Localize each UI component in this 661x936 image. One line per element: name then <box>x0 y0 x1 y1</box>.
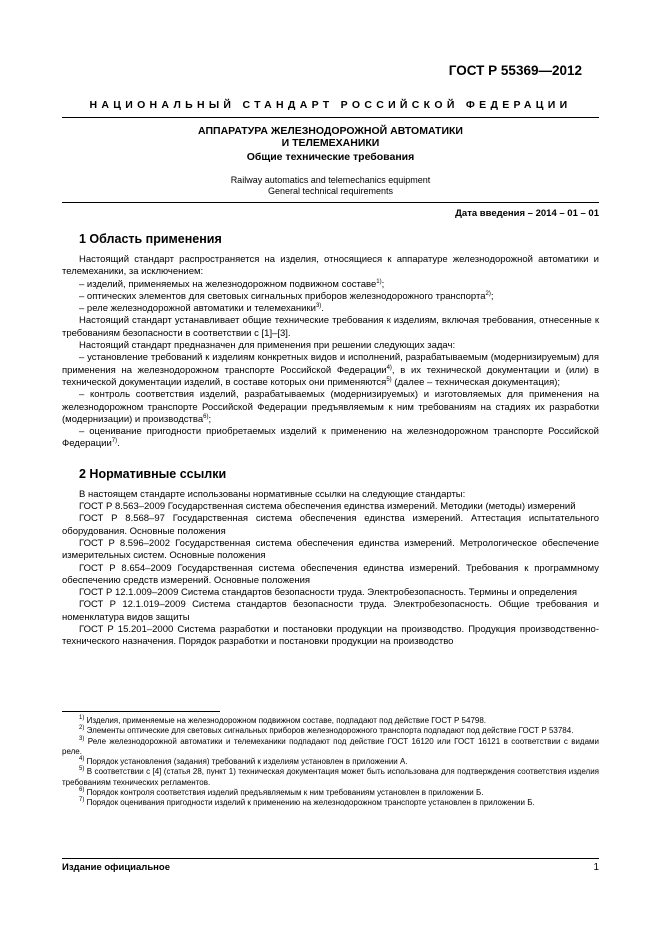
footnote-ref: 5) <box>386 376 392 383</box>
title-divider <box>62 202 599 203</box>
paragraph: Настоящий стандарт предназначен для применения при решении следующих задач: <box>79 340 456 352</box>
paragraph: В настоящем стандарте использованы нормативные ссылки на следующие стандарты: <box>79 488 466 500</box>
footnote-divider <box>62 711 220 712</box>
section-1-heading: 1 Область применения <box>79 232 222 246</box>
reference-item: ГОСТ Р 12.1.009–2009 Система стандартов безопасности труда. Электробезопасность. Термины и определения <box>79 587 577 599</box>
header-divider <box>62 117 599 118</box>
gost-number: ГОСТ Р 55369—2012 <box>448 63 582 78</box>
paragraph: – оценивание пригодности приобретаемых изделий к применению на железнодорожном транспорте Российской Федерации$^{7)}$. <box>62 426 599 450</box>
reference-item: ГОСТ Р 8.568–97 Государственная система обеспечения единства измерений. Аттестация испытательного оборудования. Основные положения <box>62 513 599 537</box>
reference-item: ГОСТ Р 8.596–2002 Государственная система обеспечения единства измерений. Метрологическое обеспечение измерительных систем. Основные положения <box>62 537 599 562</box>
paragraph: Настоящий стандарт устанавливает общие технические требования к изделиям, включая требования, отнесенные к требованиям безопасности в соответствии с [1]–[3]. <box>62 315 599 339</box>
footnote: $^{4)}$ Порядок установления (задания) требований к изделиям установлен в приложении А. <box>79 756 408 767</box>
footnote: $^{1)}$ Изделия, применяемые на железнодорожном подвижном составе, подпадают под действие ГОСТ Р 54798. <box>79 715 487 725</box>
title-english-1: Railway automatics and telemechanics equipment <box>230 175 431 185</box>
footnote-ref: 1) <box>376 278 382 285</box>
footnotes <box>62 716 599 809</box>
title-line-3: Общие технические требования <box>246 151 415 163</box>
footnote: $^{6)}$ Порядок контроля соответствия изделий предъявляемым к ним требованиям установлен в приложении Б. <box>79 787 484 798</box>
title-block <box>62 125 599 197</box>
main-content <box>62 232 599 649</box>
paragraph: Настоящий стандарт распространяется на изделия, относящиеся к аппаратуре железнодорожной автоматики и телемеханики, за исключением: <box>62 254 599 278</box>
footnote: $^{7)}$ Порядок оценивания пригодности изделий к применению на железнодорожном транспорте установлен в приложении Б. <box>79 797 535 808</box>
reference-item: ГОСТ Р 8.563–2009 Государственная система обеспечения единства измерений. Методики (методы) измерений <box>79 501 576 513</box>
paragraph: – оптических элементов для световых сигнальных приборов железнодорожного транспорта$^{2)}$; <box>79 290 494 302</box>
title-english-2: General technical requirements <box>267 186 394 196</box>
title-line-1: АППАРАТУРА ЖЕЛЕЗНОДОРОЖНОЙ АВТОМАТИКИ <box>198 125 463 137</box>
paragraph: – установление требований к изделиям конкретных видов и исполнений, разрабатываемым (модернизируемым) для применения на железнодорожном транспорте Российской Федерации$^{4)}$, в их технической документации и (или) в технической документации изделий, в составе которых они применяются$^{5)}$ (далее – техническая документация); <box>62 352 600 388</box>
paragraph: – контроль соответствия изделий, разрабатываемых (модернизируемых) и изготовляемых для применения на железнодорожном транспорте Российской Федерации предъявляемым к ним требованиям на стадиях их разработки (модернизации) и производства$^{6)}$; <box>62 389 599 425</box>
footnote: $^{2)}$ Элементы оптические для световых сигнальных приборов железнодорожного транспорта подпадают под действие ГОСТ Р 53784. <box>79 725 574 736</box>
reference-item: ГОСТ Р 8.654–2009 Государственная система обеспечения единства измерений. Требования к программному обеспечению средств измерений. Основные положения <box>62 562 599 586</box>
footnote-ref: 4) <box>386 364 392 371</box>
effective-date: Дата введения – 2014 – 01 – 01 <box>455 208 599 219</box>
page-number: 1 <box>593 862 599 873</box>
reference-item: ГОСТ Р 15.201–2000 Система разработки и постановки продукции на производство. Продукция производственно-технического назначения. Порядок разработки и постановки продукции на производство <box>62 624 599 648</box>
paragraph: – реле железнодорожной автоматики и телемеханики$^{3)}$. <box>79 303 324 315</box>
official-edition-label: Издание официальное <box>62 862 170 873</box>
paragraph: – изделий, применяемых на железнодорожном подвижном составе$^{1)}$; <box>79 278 385 290</box>
footer-divider <box>62 858 599 859</box>
reference-item: ГОСТ Р 12.1.019–2009 Система стандартов безопасности труда. Электробезопасность. Общие требования и номенклатура видов защиты <box>62 599 599 623</box>
footnote-ref: 7) <box>111 438 118 445</box>
title-line-2: И ТЕЛЕМЕХАНИКИ <box>281 137 380 149</box>
section-2-heading: 2 Нормативные ссылки <box>79 466 227 481</box>
footnote: $^{5)}$ В соответствии с [4] (статья 28, пункт 1) техническая документация может быть использована для подтверждения соответствия изделия требованиям технических регламентов. <box>62 766 600 787</box>
footnote: $^{3)}$ Реле железнодорожной автоматики и телемеханики подпадают под действие ГОСТ 16120 или ГОСТ 16121 в соответствии с видами реле. <box>62 735 599 756</box>
footnote-ref: 6) <box>203 413 209 420</box>
footnote-ref: 3) <box>315 303 322 310</box>
footnote-ref: 2) <box>485 290 491 297</box>
national-standard-banner: НАЦИОНАЛЬНЫЙ СТАНДАРТ РОССИЙСКОЙ ФЕДЕРАЦИИ <box>89 99 572 111</box>
